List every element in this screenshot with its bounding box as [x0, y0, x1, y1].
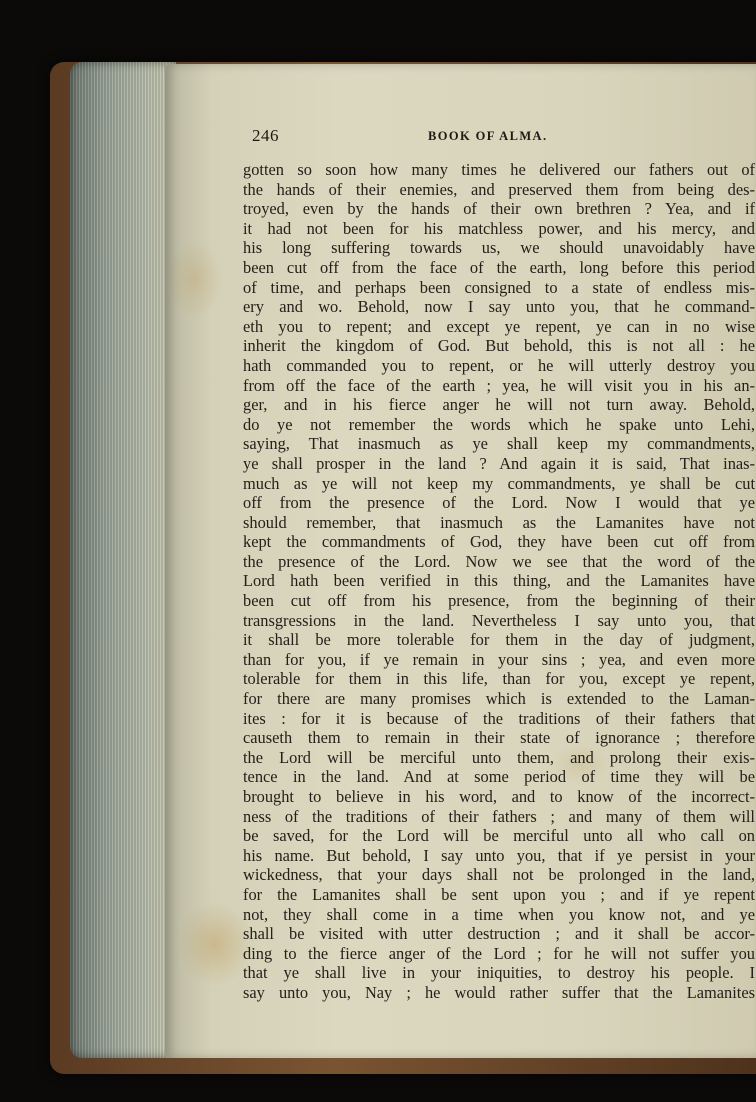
- text-line: the hands of their enemies, and preserved them from being des-: [243, 179, 755, 199]
- text-line: brought to believe in his word, and to know of the incorrect-: [243, 787, 755, 806]
- text-line: gotten so soon how many times he delivered our fathers out of: [243, 160, 755, 179]
- text-line: Lord hath been verified in this thing, and the Lamanites have: [243, 571, 755, 591]
- text-line: hath commanded you to repent, or he will utterly destroy you: [243, 355, 755, 375]
- page-edges: [70, 62, 176, 1058]
- page-number: 246: [252, 126, 279, 145]
- text-line: than for you, if ye remain in your sins ; yea, and even more: [243, 649, 755, 669]
- text-line: not, they shall come in a time when you know not, and ye: [243, 904, 755, 924]
- text-line: it had not been for his matchless power, and his mercy, and: [243, 218, 755, 238]
- text-line: ye shall prosper in the land ? And again it is said, That inas-: [243, 453, 755, 473]
- text-line: it shall be more tolerable for them in the day of judgment,: [243, 630, 755, 650]
- text-line: troyed, even by the hands of their own brethren ? Yea, and if: [243, 199, 755, 219]
- text-line: causeth them to remain in their state of ignorance ; therefore: [243, 728, 755, 748]
- text-line: for the Lamanites shall be sent upon you ; and if ye repent: [243, 884, 755, 904]
- text-line: much as ye will not keep my commandments, ye shall be cut: [243, 473, 755, 493]
- text-line: for there are many promises which is extended to the Laman-: [243, 689, 755, 709]
- text-line: saying, That inasmuch as ye shall keep my commandments,: [243, 434, 755, 454]
- text-line: ness of the traditions of their fathers ; and many of them will: [243, 806, 755, 826]
- text-line: tence in the land. And at some period of time they will be: [243, 767, 755, 787]
- text-line: of time, and perhaps been consigned to a state of endless mis-: [243, 277, 755, 297]
- text-line: ger, and in his fierce anger he will not turn away. Behold,: [243, 395, 755, 415]
- text-line: the Lord will be merciful unto them, and prolong their exis-: [243, 747, 755, 767]
- body-text: [243, 160, 755, 1003]
- page-header: [252, 126, 740, 150]
- text-line: should remember, that inasmuch as the Lamanites have not: [243, 512, 755, 532]
- text-line: ding to the fierce anger of the Lord ; for he will not suffer you: [243, 943, 755, 963]
- book-page: [165, 64, 756, 1058]
- text-line: tolerable for them in this life, than for you, except ye repent,: [243, 669, 755, 689]
- text-line: been cut off from his presence, from the beginning of their: [243, 591, 755, 611]
- text-line: ites : for it is because of the traditions of their fathers that: [243, 708, 755, 728]
- text-line: that ye shall live in your iniquities, to destroy his people. I: [243, 963, 755, 983]
- text-line: be saved, for the Lord will be merciful unto all who call on: [243, 826, 755, 846]
- text-line: ery and wo. Behold, now I say unto you, that he command-: [243, 297, 755, 317]
- text-line: his name. But behold, I say unto you, that if ye persist in your: [243, 845, 755, 865]
- text-line: transgressions in the land. Nevertheless I say unto you, that: [243, 610, 755, 630]
- text-line: kept the commandments of God, they have been cut off from: [243, 532, 755, 552]
- text-line: from off the face of the earth ; yea, he will visit you in his an-: [243, 375, 755, 395]
- text-line: wickedness, that your days shall not be prolonged in the land,: [243, 865, 755, 885]
- text-line: off from the presence of the Lord. Now I would that ye: [243, 493, 755, 513]
- text-line: eth you to repent; and except ye repent, ye can in no wise: [243, 316, 755, 336]
- text-line: say unto you, Nay ; he would rather suffer that the Lamanites: [243, 982, 755, 1002]
- text-line: his long suffering towards us, we should unavoidably have: [243, 238, 755, 258]
- text-line: the presence of the Lord. Now we see that the word of the: [243, 551, 755, 571]
- text-line: do ye not remember the words which he spake unto Lehi,: [243, 414, 755, 434]
- text-line: inherit the kingdom of God. But behold, this is not all : he: [243, 336, 755, 356]
- text-line: been cut off from the face of the earth, long before this period: [243, 257, 755, 277]
- running-head: BOOK OF ALMA.: [428, 129, 548, 143]
- text-line: shall be visited with utter destruction ; and it shall be accor-: [243, 924, 755, 944]
